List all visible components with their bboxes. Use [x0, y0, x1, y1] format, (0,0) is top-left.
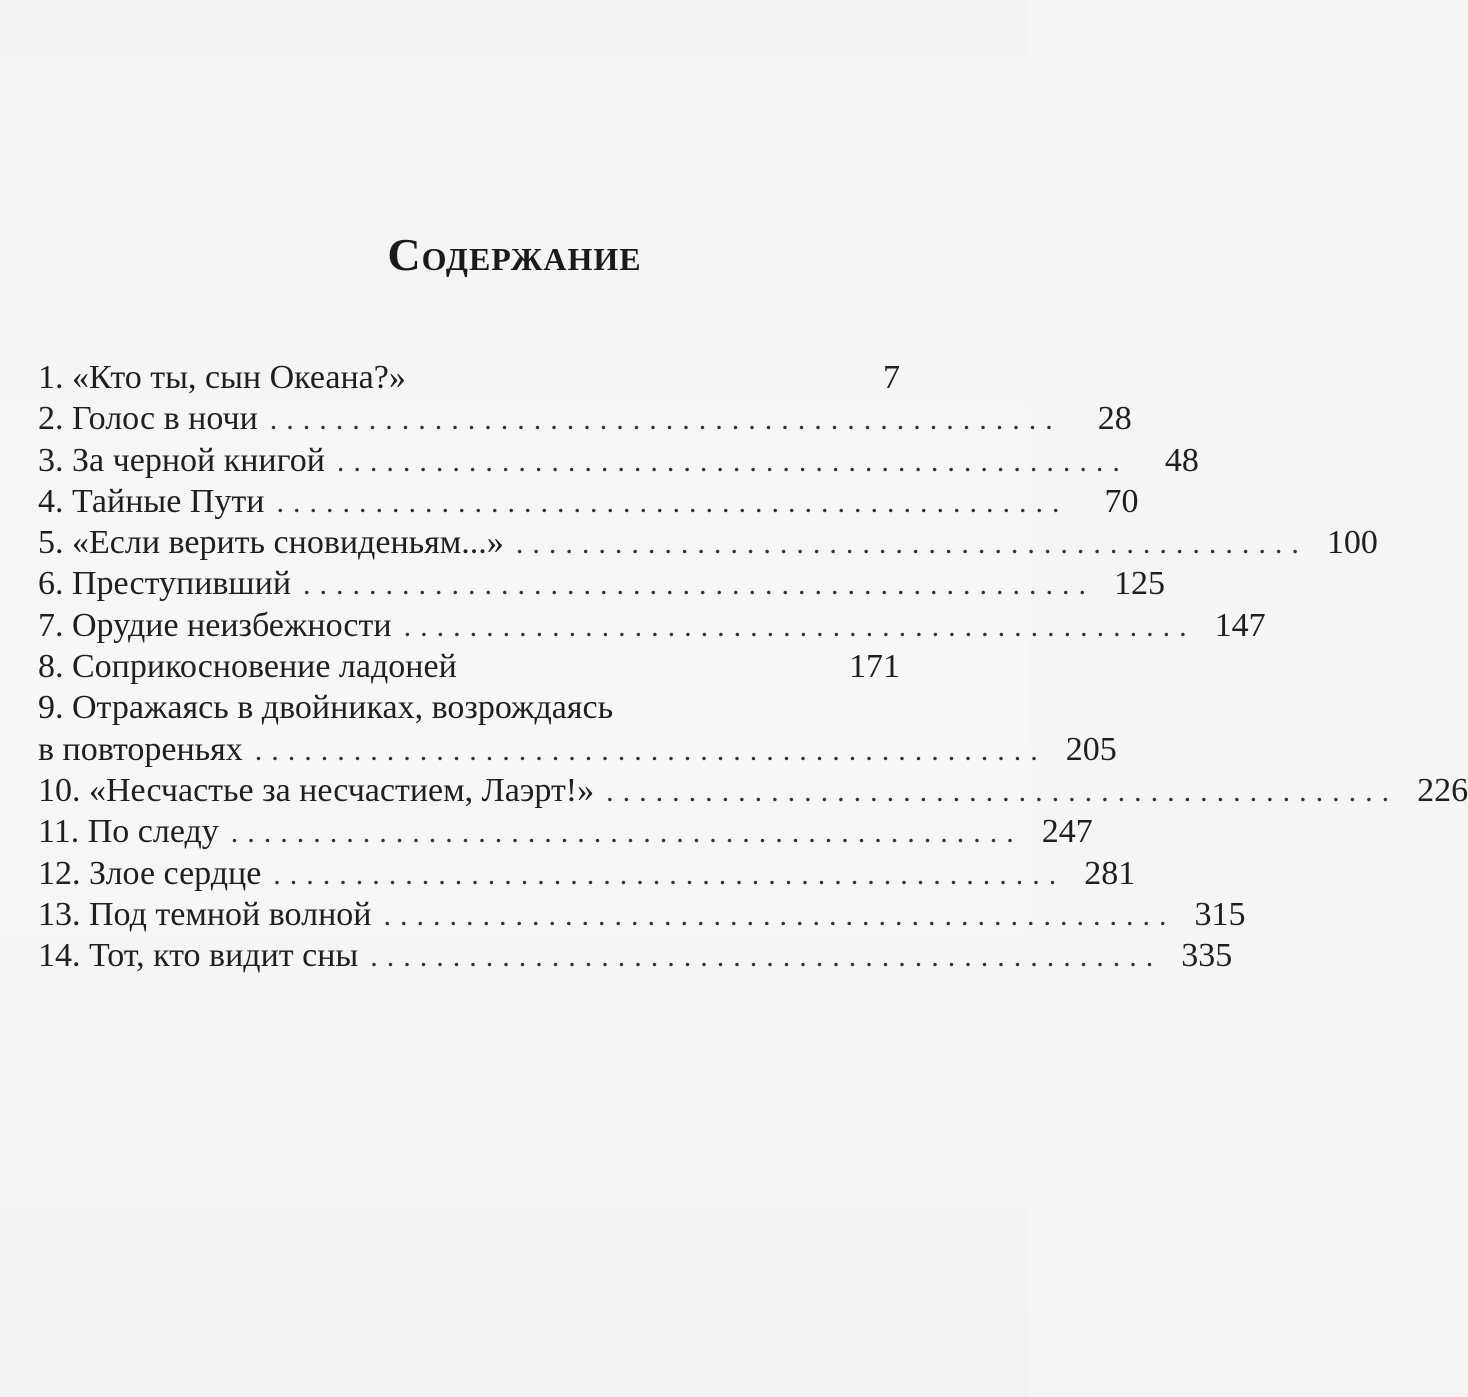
- toc-entry: [38, 853, 1136, 894]
- toc-entry: [38, 811, 1093, 852]
- toc-entry-title: 8. Соприкосновение ладоней: [38, 648, 457, 686]
- toc-entry-title: 11. По следу: [38, 813, 219, 851]
- toc-leader: ................................................: [383, 898, 1176, 932]
- toc-page-number: 315: [1194, 895, 1246, 933]
- toc-entry: [38, 687, 900, 728]
- toc-entry-title: 2. Голос в ночи: [38, 400, 258, 438]
- toc-entry: [38, 605, 1266, 646]
- toc-entry-title: 9. Отражаясь в двойниках, возрождаясь: [38, 689, 614, 727]
- toc-entry: [38, 935, 1233, 976]
- toc-page-number: 7: [883, 359, 900, 396]
- toc-entry: [38, 646, 900, 687]
- toc-entry-title: 1. «Кто ты, сын Океана?»: [38, 359, 406, 396]
- toc-page-number: 147: [1214, 606, 1266, 644]
- toc-entry: [38, 770, 1468, 811]
- toc-page-number: 70: [1104, 482, 1139, 520]
- toc-leader: ................................................: [230, 816, 1023, 850]
- toc-entry-continuation: [38, 729, 1117, 770]
- toc-entry: [38, 563, 1166, 604]
- toc-entry: [38, 398, 1132, 439]
- toc-page-number: 171: [849, 648, 900, 686]
- toc-page-number: 100: [1326, 524, 1378, 562]
- toc-leader: ................................................: [254, 733, 1047, 767]
- toc-leader: ................................................: [606, 774, 1399, 808]
- page-title: Содержание: [387, 229, 642, 280]
- table-of-contents: [38, 357, 1468, 976]
- toc-entry: [38, 481, 1139, 522]
- toc-leader: ................................................: [370, 940, 1163, 974]
- toc-leader: ................................................: [269, 403, 1062, 437]
- toc-entry-title: 10. «Несчастье за несчастием, Лаэрт!»: [38, 771, 595, 809]
- toc-entry-title: 7. Орудие неизбежности: [38, 606, 392, 644]
- toc-page-number: 125: [1114, 565, 1166, 603]
- toc-entry-title: 13. Под темной волной: [38, 895, 372, 933]
- toc-entry: [38, 894, 1246, 935]
- toc-page-number: 205: [1065, 730, 1117, 768]
- toc-entry-title: 6. Преступивший: [38, 565, 292, 603]
- toc-entry-title: 3. За черной книгой: [38, 441, 325, 479]
- toc-leader: ................................................: [515, 527, 1308, 561]
- toc-entry-title: 4. Тайные Пути: [38, 482, 265, 520]
- toc-leader: ................................................: [276, 485, 1069, 519]
- toc-leader: ................................................: [303, 568, 1096, 602]
- toc-page-number: 48: [1164, 441, 1199, 479]
- toc-leader: ................................................: [273, 857, 1066, 891]
- toc-entry-title: 12. Злое сердце: [38, 854, 262, 892]
- toc-page-number: 335: [1181, 937, 1233, 975]
- toc-entry-title: 14. Тот, кто видит сны: [38, 937, 359, 975]
- toc-leader: ................................................: [336, 444, 1129, 478]
- toc-entry: [38, 440, 1199, 481]
- toc-page-number: 28: [1097, 400, 1132, 438]
- toc-entry: [38, 522, 1378, 563]
- toc-entry-title-continued: в повтореньях: [38, 730, 243, 768]
- toc-page-number: 281: [1084, 854, 1136, 892]
- toc-entry: [38, 357, 900, 398]
- toc-page-number: 247: [1041, 813, 1093, 851]
- toc-leader: ................................................: [403, 609, 1196, 643]
- toc-entry-title: 5. «Если верить сновиденьям...»: [38, 524, 504, 562]
- toc-page-number: 226: [1417, 771, 1468, 809]
